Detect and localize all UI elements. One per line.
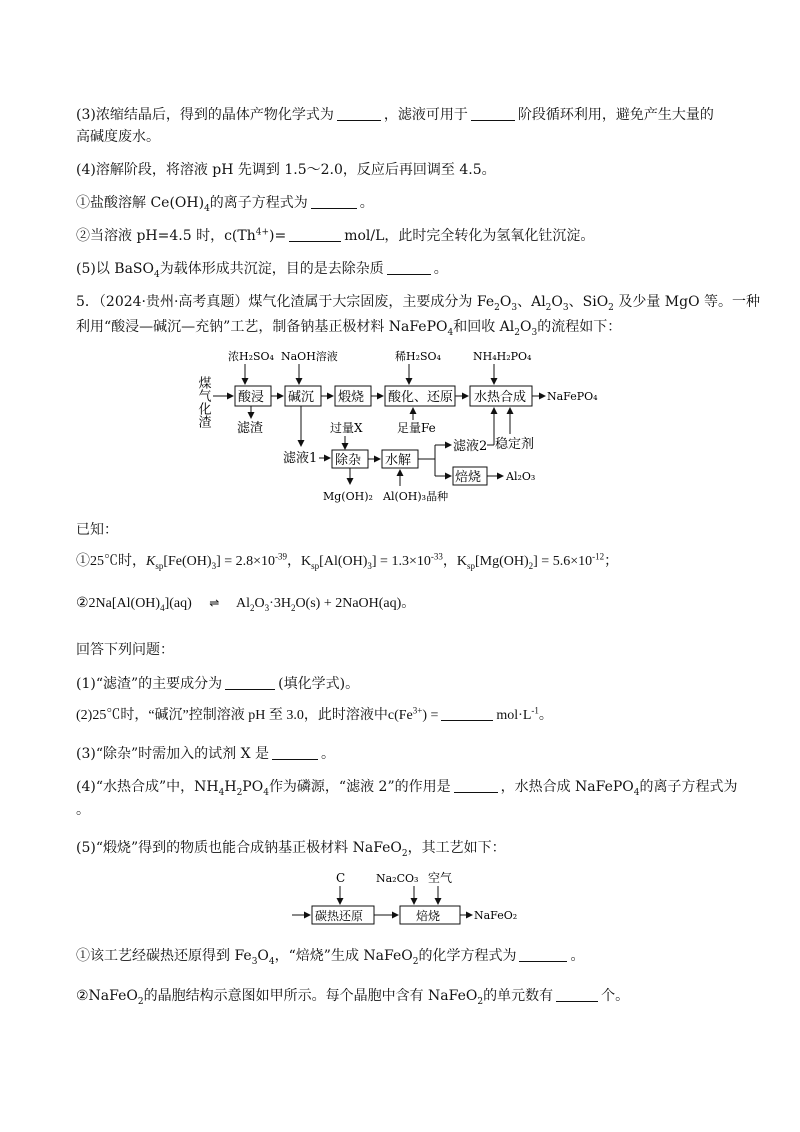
text: ，其工艺如下： <box>407 840 506 856</box>
text: ②2Na[Al(OH) <box>76 596 161 611</box>
output-residue: 滤渣 <box>237 421 264 436</box>
subscript: 2 <box>514 327 521 338</box>
question-3-part-5 <box>76 259 736 279</box>
text: 。 <box>538 708 553 723</box>
text: 的离子方程式为 <box>209 195 308 211</box>
text: 个。 <box>601 988 630 1004</box>
text: 。 <box>433 261 448 277</box>
subscript: 2 <box>545 302 552 313</box>
question-5-part-5 <box>76 838 736 858</box>
reagent-dil-h2so4: 稀H₂SO₄ <box>395 350 441 363</box>
subscript: 2 <box>250 602 255 613</box>
known-ksp <box>76 552 736 572</box>
text: (1)“滤渣”的主要成分为 <box>76 676 223 692</box>
subscript: sp <box>466 560 475 571</box>
question-3-part-4-2 <box>76 226 736 246</box>
box-hydrolysis-label: 水解 <box>385 453 412 468</box>
text: ，滤液可用于 <box>383 107 468 123</box>
text: 。 <box>570 948 585 964</box>
text: ①盐酸溶解 Ce(OH) <box>76 195 205 211</box>
subscript: 2 <box>290 602 296 613</box>
question-5-part-4-cont <box>76 800 736 820</box>
text: 的流程如下： <box>537 319 622 335</box>
text: 5．（2024·贵州·高考真题）煤气化渣属于大宗固废，主要成分为 Fe <box>76 294 495 310</box>
text: 。 <box>321 746 336 762</box>
text: ，水热合成 NaFePO <box>500 779 634 795</box>
subscript: 4 <box>263 787 269 798</box>
question-3-part-4-1 <box>76 193 736 213</box>
reagent-conc-h2so4: 浓H₂SO₄ <box>228 350 274 363</box>
reagent-excess-fe: 足量Fe <box>397 421 436 435</box>
text: 的单元数有 <box>483 988 554 1004</box>
text: 的晶胞结构示意图如甲所示。每个晶胞中含有 NaFeO <box>143 988 478 1004</box>
box-hydrothermal-label: 水热合成 <box>474 390 527 405</box>
reagent-naoh: NaOH溶液 <box>281 350 338 363</box>
output-filtrate-2: 滤液2 <box>453 439 488 454</box>
text: ，K <box>287 554 312 569</box>
text: ①25℃时， <box>76 554 146 569</box>
box-roast-label: 焙烧 <box>455 470 482 485</box>
subscript: 2 <box>401 848 408 859</box>
subscript: 3 <box>367 560 372 571</box>
text: mol·L <box>496 708 532 723</box>
subscript: 3 <box>264 602 270 613</box>
question-5-part-3 <box>76 744 736 764</box>
text: ； <box>604 554 619 569</box>
subscript: sp <box>311 560 320 571</box>
feed-label: 煤气化渣 <box>195 376 211 428</box>
subscript: 2 <box>477 996 484 1007</box>
subscript: 3 <box>562 302 569 313</box>
question-5-part-4 <box>76 777 736 797</box>
subscript: 4 <box>160 602 165 613</box>
box-carbothermal-label: 碳热还原 <box>315 909 364 923</box>
question-5-intro: 5．（2024·贵州·高考真题）煤气化渣属于大宗固废，主要成分为 $Fe_2O_3$、$Al_2O_3$、SiO$_2$ 及少量 MgO 等。一种 <box>76 294 761 313</box>
answer-blank[interactable] <box>454 778 498 793</box>
question-5-part-2 <box>76 706 736 726</box>
text: ](aq) <box>164 596 192 611</box>
subscript: 3 <box>251 956 258 967</box>
text: ] = 5.6×10 <box>533 554 593 569</box>
text: ②当溶液 pH=4.5 时，c(Th <box>76 228 256 244</box>
subscript: sp <box>155 560 164 571</box>
superscript: -12 <box>592 551 605 562</box>
text: mol/L，此时完全转化为氢氧化钍沉淀。 <box>344 228 595 244</box>
question-3-part-4 <box>76 160 736 180</box>
superscript: -1 <box>531 705 539 716</box>
text: 、Al <box>517 294 546 310</box>
question-3-part-3-cont <box>76 127 736 147</box>
text: H <box>224 779 237 795</box>
text: PO <box>242 779 264 795</box>
subscript: 4 <box>633 787 640 798</box>
reagent-nh4h2po4: NH₄H₂PO₄ <box>473 350 532 363</box>
answer-blank[interactable] <box>387 260 431 275</box>
text: (填化学式)。 <box>278 676 360 692</box>
product-label: NaFePO₄ <box>547 390 598 403</box>
question-5-part-5-1 <box>76 946 736 966</box>
text: (2)25℃时，“碱沉”控制溶液 pH 至 3.0，此时溶液中 <box>76 708 388 723</box>
text: ] = 1.3×10 <box>371 554 431 569</box>
answer-blank[interactable] <box>441 706 493 721</box>
superscript: -33 <box>430 551 443 562</box>
subscript: 2 <box>137 996 144 1007</box>
text: 高碱度废水。 <box>76 129 160 145</box>
answer-blank[interactable] <box>272 745 318 760</box>
text: ] = 2.8×10 <box>216 554 276 569</box>
box-acidify-reduce-label: 酸化、还原 <box>388 390 454 405</box>
text: ，“焙烧”生成 NaFeO <box>274 948 413 964</box>
text: 和回收 Al <box>453 319 515 335</box>
reagent-excess-x: 过量X <box>330 421 363 435</box>
text: 的离子方程式为 <box>639 779 738 795</box>
answer-blank[interactable] <box>519 947 567 962</box>
box-calcine-label: 煅烧 <box>338 390 365 405</box>
text: [Al(OH) <box>319 554 368 569</box>
text: 回答下列问题： <box>76 642 174 658</box>
question-5-part-1 <box>76 674 736 694</box>
text: ②NaFeO <box>76 988 138 1004</box>
text: 已知： <box>76 522 118 538</box>
answer-blank[interactable] <box>311 194 357 209</box>
text: 。 <box>359 195 374 211</box>
text: O(s) + 2NaOH(aq)。 <box>295 596 416 611</box>
text: 阶段循环利用，避免产生大量的 <box>517 107 714 123</box>
answer-blank[interactable] <box>337 106 381 121</box>
known-heading <box>76 520 736 540</box>
subscript: 2 <box>494 302 500 313</box>
text: 为载体形成共沉淀，目的是去除杂质 <box>159 261 384 277</box>
text: K <box>146 554 156 569</box>
text: ①该工艺经碳热还原得到 Fe <box>76 948 252 964</box>
answer-blank[interactable] <box>556 987 598 1002</box>
text: (4)“水热合成”中，NH <box>76 779 219 795</box>
text: 及少量 MgO 等。一种 <box>618 294 761 310</box>
text: Al <box>236 596 251 611</box>
subscript: 3 <box>211 560 217 571</box>
subscript: 2 <box>236 787 243 798</box>
subscript: 3 <box>531 327 538 338</box>
known-equilibrium: $②2Na[Al(OH)_4](aq)$ ⇌ $Al_2O_3\cdot 3H_2O(s)$ + 2NaOH(aq)。 <box>76 593 736 614</box>
subscript: 4 <box>218 787 225 798</box>
subscript: 2 <box>608 302 614 313</box>
box-acid-leach-label: 酸浸 <box>238 390 265 405</box>
question-3-part-3 <box>76 105 736 125</box>
reversible-arrow-icon: ⇌ <box>209 596 220 610</box>
text: ·3H <box>269 596 291 611</box>
subscript: 3 <box>511 302 518 313</box>
subscript: 2 <box>412 956 419 967</box>
subscript: 2 <box>528 560 534 571</box>
text: (3)“除杂”时需加入的试剂 X 是 <box>76 746 270 762</box>
text: ) = <box>422 708 439 723</box>
text: [Mg(OH) <box>474 554 529 569</box>
text: [Fe(OH) <box>163 554 212 569</box>
text: c(Fe <box>387 708 413 723</box>
product-naFeo2: NaFeO₂ <box>474 909 518 922</box>
output-al2o3: Al₂O₃ <box>506 470 536 483</box>
output-mgoh2: Mg(OH)₂ <box>323 490 373 503</box>
text: (5)“煅烧”得到的物质也能合成钠基正极材料 NaFeO <box>76 840 402 856</box>
process-flow-diagram <box>195 348 615 518</box>
question-5-intro-cont: 利用“酸浸—碱沉—充钠”工艺，制备钠基正极材料 NaFePO$_4$和回收 $Al_2O_3$的流程如下： <box>76 319 622 338</box>
text: ，K <box>442 554 467 569</box>
superscript: -39 <box>275 551 288 562</box>
text: (5)以 BaSO <box>76 261 154 277</box>
answer-blank[interactable] <box>289 227 341 242</box>
process-flow-diagram-2 <box>288 870 518 930</box>
box-alkali-precip-label: 碱沉 <box>288 390 315 405</box>
superscript: 3+ <box>412 705 423 716</box>
text: )= <box>269 228 287 244</box>
text: (4)溶解阶段，将溶液 pH 先调到 1.5～2.0，反应后再回调至 4.5。 <box>76 162 496 178</box>
reagent-na2co3: Na₂CO₃ <box>376 872 419 885</box>
subscript: 4 <box>153 269 160 280</box>
reagent-stabilizer: 稳定剂 <box>495 437 535 452</box>
answer-blank[interactable] <box>225 675 275 690</box>
subscript: 4 <box>447 327 454 338</box>
answer-heading <box>76 640 736 660</box>
answer-blank[interactable] <box>471 106 515 121</box>
text: O <box>257 948 269 964</box>
question-5-part-5-2 <box>76 986 736 1006</box>
reagent-air: 空气 <box>428 871 453 885</box>
reagent-carbon: C <box>336 871 346 885</box>
text: 利用“酸浸—碱沉—充钠”工艺，制备钠基正极材料 NaFePO <box>76 319 448 335</box>
subscript: 4 <box>268 956 275 967</box>
text: (3)浓缩结晶后，得到的晶体产物化学式为 <box>76 107 334 123</box>
text: 作为磷源，“滤液 2”的作用是 <box>268 779 451 795</box>
box-roast-2-label: 焙烧 <box>416 909 441 923</box>
box-impurity-removal-label: 除杂 <box>335 453 362 468</box>
subscript: 4 <box>204 203 210 214</box>
superscript: 4+ <box>255 227 270 238</box>
output-alumina-seed: Al(OH)₃晶种 <box>383 490 449 503</box>
output-filtrate-1: 滤液1 <box>283 451 318 466</box>
text: 、SiO <box>568 294 609 310</box>
text: 的化学方程式为 <box>418 948 517 964</box>
text: 。 <box>76 802 90 818</box>
